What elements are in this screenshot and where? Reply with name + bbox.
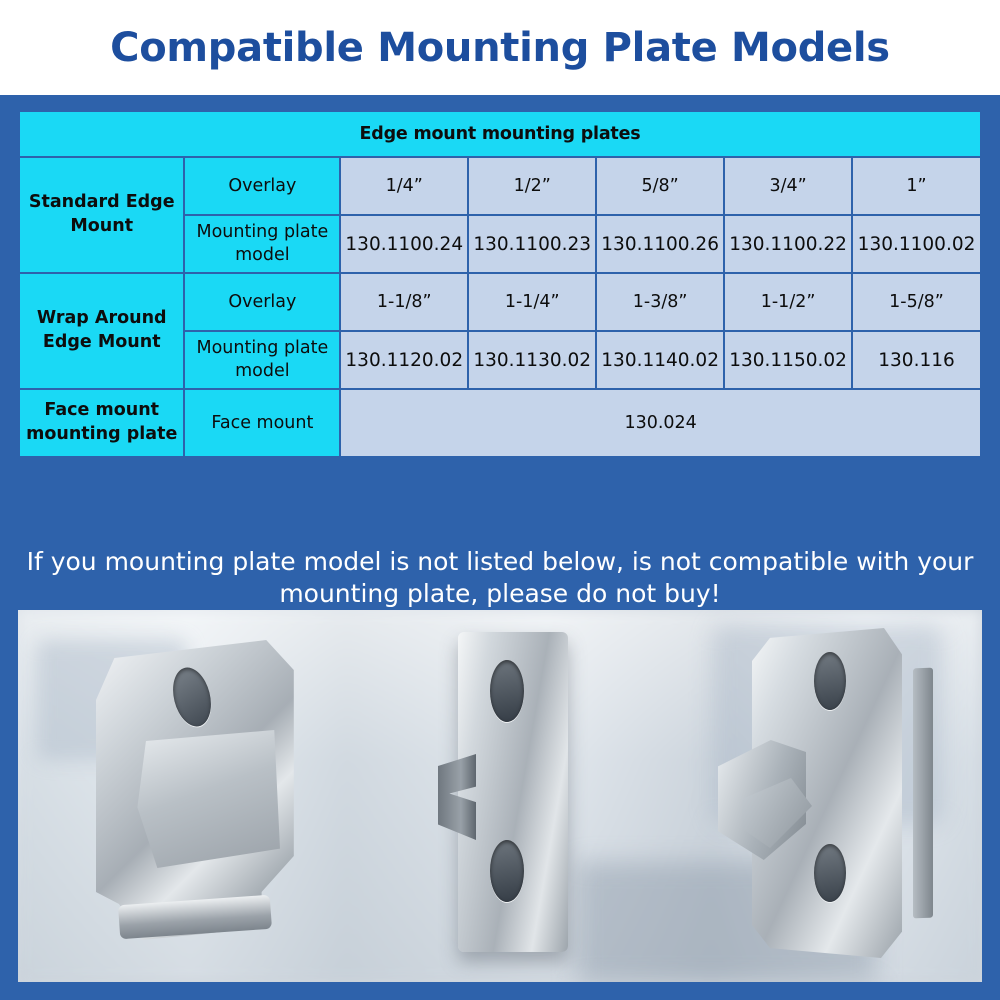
compatibility-table: [18, 110, 982, 458]
wrap-model-3: 130.1140.02: [596, 331, 724, 389]
wrap-overlay-3: 1-3/8”: [596, 273, 724, 331]
wrap-overlay-2: 1-1/4”: [468, 273, 596, 331]
plate-screw-slot-bottom: [490, 840, 524, 902]
wrap-model-5: 130.116: [852, 331, 981, 389]
mounting-plate-edge-mount-photo: [96, 640, 326, 940]
row-label-standard-edge-mount: Standard Edge Mount: [19, 157, 184, 273]
wrap-overlay-1: 1-1/8”: [340, 273, 468, 331]
sublabel-model-standard: Mounting plate model: [184, 215, 340, 273]
standard-overlay-4: 3/4”: [724, 157, 852, 215]
table-header-row: [19, 111, 981, 157]
standard-overlay-1: 1/4”: [340, 157, 468, 215]
plate-screw-slot-top: [814, 652, 846, 710]
compatibility-table-wrapper: [18, 110, 982, 458]
wrap-overlay-4: 1-1/2”: [724, 273, 852, 331]
wrap-model-1: 130.1120.02: [340, 331, 468, 389]
title-band: [0, 0, 1000, 95]
row-label-face-mount-mounting-plate: Face mount mounting plate: [19, 389, 184, 457]
standard-overlay-5: 1”: [852, 157, 981, 215]
standard-model-3: 130.1100.26: [596, 215, 724, 273]
plate-screw-slot-top: [490, 660, 524, 722]
standard-overlay-2: 1/2”: [468, 157, 596, 215]
plate-edge: [913, 668, 933, 919]
standard-model-5: 130.1100.02: [852, 215, 981, 273]
face-mount-model: 130.024: [340, 389, 981, 457]
table-row: [19, 273, 981, 331]
product-photo: [18, 610, 982, 982]
plate-screw-slot-bottom: [814, 844, 846, 902]
table-row: [19, 157, 981, 215]
sublabel-face-mount: Face mount: [184, 389, 340, 457]
mounting-plate-face-mount-photo: [438, 632, 578, 952]
wrap-model-2: 130.1130.02: [468, 331, 596, 389]
sublabel-overlay-wrap: Overlay: [184, 273, 340, 331]
table-header-title: Edge mount mounting plates: [19, 111, 981, 157]
sublabel-overlay-standard: Overlay: [184, 157, 340, 215]
page-title: Compatible Mounting Plate Models: [110, 24, 890, 71]
standard-overlay-3: 5/8”: [596, 157, 724, 215]
wrap-overlay-5: 1-5/8”: [852, 273, 981, 331]
wrap-model-4: 130.1150.02: [724, 331, 852, 389]
standard-model-2: 130.1100.23: [468, 215, 596, 273]
plate-facet: [137, 730, 280, 868]
mounting-plate-wrap-around-photo: [718, 628, 933, 958]
standard-model-1: 130.1100.24: [340, 215, 468, 273]
table-row: [19, 389, 981, 457]
row-label-wrap-around-edge-mount: Wrap Around Edge Mount: [19, 273, 184, 389]
compatibility-note: If you mounting plate model is not listed below, is not compatible with your mounting plate, please do not buy!: [26, 547, 974, 608]
standard-model-4: 130.1100.22: [724, 215, 852, 273]
sublabel-model-wrap: Mounting plate model: [184, 331, 340, 389]
